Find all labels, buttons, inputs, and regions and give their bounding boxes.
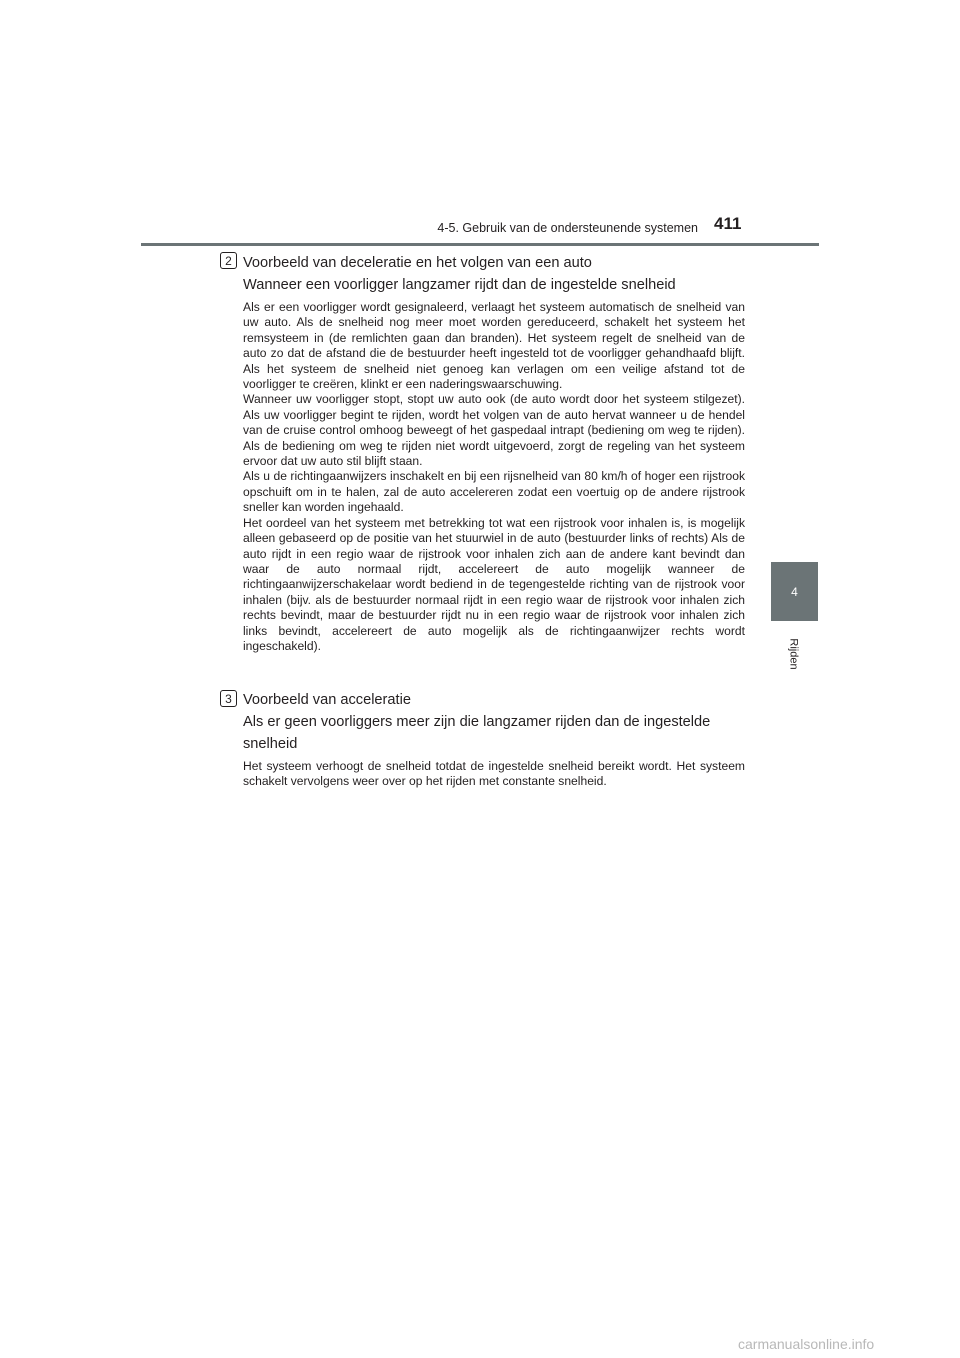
section-title: Voorbeeld van acceleratie [243,692,411,708]
section-number-badge: 3 [220,690,237,707]
section-subtitle: Wanneer een voorligger langzamer rijdt dan de ingestelde snelheid [243,277,676,293]
chapter-label-container [784,632,804,676]
running-header-section: 4-5. Gebruik van de ondersteunende systemen [437,221,698,235]
chapter-tab [771,562,818,621]
chapter-number: 4 [791,584,798,599]
body-paragraph: Het systeem verhoogt de snelheid totdat de ingestelde snelheid bereikt wordt. Het systeem schakelt vervolgens weer over op het rijden met constante snelheid. [243,759,745,789]
chapter-label: Rijden [788,638,800,670]
section-heading [243,689,745,755]
body-paragraph: Als u de richtingaanwijzers inschakelt en bij een rijsnelheid van 80 km/h of hoger een rijstrook opschuift om in te halen, zal de auto accelereren zodat een voertuig op de andere rijstrook sneller kan worden ingehaald. [243,469,745,515]
body-paragraph: Het oordeel van het systeem met betrekking tot wat een rijstrook voor inhalen is, is mogelijk alleen gebaseerd op de positie van het stuurwiel in de auto (bestuurder links of rechts) Als de auto rijdt in een regio waar de rijstrook voor inhalen zich aan de andere kant bevindt dan waar de auto normaal rijdt, accelereert de auto mogelijk wanneer de richtingaanwijzerschakelaar wordt bediend in de tegengestelde richting van de rijstrook voor inhalen (bijv. als de bestuurder normaal rijdt in een regio waar de rijstrook voor inhalen zich rechts bevindt, maar de bestuurder rijdt nu in een regio waar de rijstrook voor inhalen zich links bevindt, accelereert de auto mogelijk als de richtingaanwijzer rechts wordt ingeschakeld). [243,515,745,653]
section-title: Voorbeeld van deceleratie en het volgen van een auto [243,255,592,271]
section-body [243,300,745,654]
header-divider [141,243,819,246]
watermark: carmanualsonline.info [738,1336,875,1352]
body-paragraph: Wanneer uw voorligger stopt, stopt uw auto ook (de auto wordt door het systeem stilgezet). Als uw voorligger begint te rijden, wordt het volgen van de auto hervat wanneer u de hendel van de cruise control omhoog beweegt of het gaspedaal intrapt (bediening om weg te rijden). Als de bediening om weg te rijden niet wordt uitgevoerd, zorgt de regeling van het systeem ervoor dat uw auto stil blijft staan. [243,392,745,469]
page-number: 411 [714,214,742,233]
section-number-badge: 2 [220,252,237,269]
section-subtitle: Als er geen voorliggers meer zijn die langzamer rijden dan de ingestelde snelheid [243,714,711,752]
section-body [243,759,745,790]
body-paragraph: Als er een voorligger wordt gesignaleerd, verlaagt het systeem automatisch de snelheid van uw auto. Als de snelheid nog meer moet worden gereduceerd, schakelt het systeem het remsysteem in (de remlichten gaan dan branden). Het systeem regelt de snelheid van de auto zo dat de afstand die de bestuurder heeft ingesteld tot de voorligger gehandhaafd blijft. Als het systeem de snelheid niet genoeg kan verlagen om een veilige afstand tot de voorligger te creëren, klinkt er een naderingswaarschuwing. [243,300,745,392]
section-heading [243,252,745,296]
